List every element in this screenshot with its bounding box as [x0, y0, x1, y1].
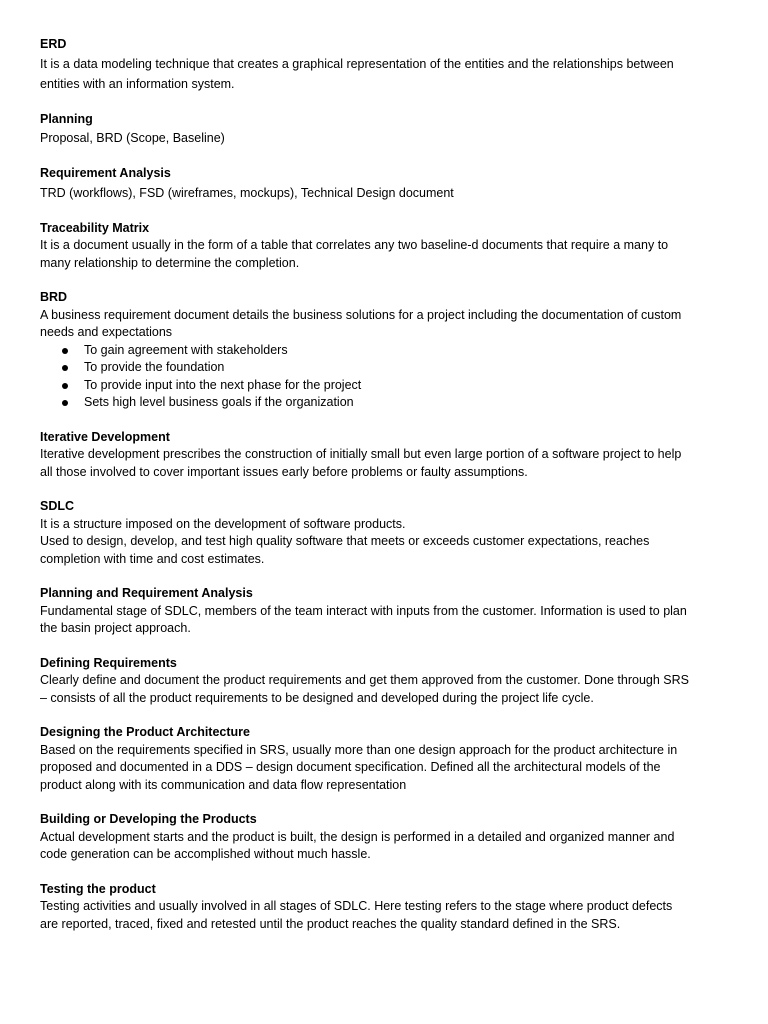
section-defining-requirements — [40, 655, 690, 708]
list-item — [84, 359, 690, 377]
section-heading: Building or Developing the Products — [40, 812, 257, 826]
section-paragraph: TRD (workflows), FSD (wireframes, mockups), Technical Design document — [40, 185, 454, 200]
bullet-icon — [62, 348, 68, 354]
list-item-text: To provide the foundation — [84, 360, 225, 374]
section-heading: Requirement Analysis — [40, 166, 171, 180]
section-paragraph: Based on the requirements specified in SRS, usually more than one design approach for the product architecture in proposed and documented in a DDS – design document specification. Defined all the architectural models of the product along with its communication and data flow representation — [40, 742, 678, 792]
list-item — [84, 377, 690, 395]
section-designing-product-architecture — [40, 724, 690, 794]
list-item-text: To provide input into the next phase for the project — [84, 377, 362, 392]
section-heading: Iterative Development — [40, 429, 170, 444]
section-paragraph: Actual development starts and the product is built, the design is performed in a detailed and organized manner and code generation can be accomplished without much hassle. — [40, 829, 675, 861]
bullet-icon — [62, 365, 68, 371]
section-brd — [40, 289, 690, 412]
document-page — [40, 36, 690, 950]
bullet-list — [40, 342, 690, 412]
section-paragraph: Clearly define and document the product requirements and get them approved from the customer. Done through SRS – consists of all the product requirements to be designed and developed during the project life cycle. — [40, 673, 689, 705]
bullet-icon — [62, 383, 68, 389]
section-planning — [40, 111, 690, 149]
section-paragraph: It is a data modeling technique that creates a graphical representation of the entities and the relationships between entities with an information system. — [40, 56, 674, 91]
list-item — [84, 394, 690, 412]
section-planning-and-requirement-analysis — [40, 585, 690, 638]
section-heading: SDLC — [40, 499, 75, 513]
section-paragraph: It is a document usually in the form of a table that correlates any two baseline-d documents that require a many to many relationship to determine the completion. — [40, 238, 669, 270]
section-heading: Testing the product — [40, 881, 156, 896]
section-heading: Planning — [40, 111, 93, 126]
section-paragraph: It is a structure imposed on the development of software products. — [40, 516, 406, 531]
section-heading: Planning and Requirement Analysis — [40, 586, 253, 600]
section-heading: Traceability Matrix — [40, 220, 150, 235]
section-paragraph: Proposal, BRD (Scope, Baseline) — [40, 131, 225, 145]
section-heading: Defining Requirements — [40, 655, 177, 670]
section-paragraph: Fundamental stage of SDLC, members of the team interact with inputs from the customer. Information is used to plan the basin project approach. — [40, 603, 687, 635]
section-requirement-analysis — [40, 165, 690, 203]
section-building-developing-products — [40, 811, 690, 864]
section-heading: ERD — [40, 37, 67, 51]
section-iterative-development — [40, 429, 690, 482]
section-traceability-matrix — [40, 220, 690, 273]
section-sdlc — [40, 498, 690, 568]
bullet-icon — [62, 400, 68, 406]
section-paragraph: Used to design, develop, and test high quality software that meets or exceeds customer expectations, reaches completion with time and cost estimates. — [40, 534, 650, 566]
section-erd — [40, 36, 690, 94]
section-heading: BRD — [40, 290, 68, 304]
section-heading: Designing the Product Architecture — [40, 725, 250, 739]
list-item-text: Sets high level business goals if the organization — [84, 395, 354, 409]
section-paragraph: A business requirement document details the business solutions for a project including the documentation of custom needs and expectations — [40, 307, 682, 339]
list-item — [84, 342, 690, 360]
list-item-text: To gain agreement with stakeholders — [84, 342, 288, 357]
section-paragraph: Testing activities and usually involved in all stages of SDLC. Here testing refers to the stage where product defects are reported, traced, fixed and retested until the product reaches the quality standard defined in the SRS. — [40, 899, 673, 931]
section-paragraph: Iterative development prescribes the construction of initially small but even large portion of a software project to help all those involved to cover important issues early before problems or faulty assumptions. — [40, 447, 682, 479]
section-testing-the-product — [40, 881, 690, 934]
